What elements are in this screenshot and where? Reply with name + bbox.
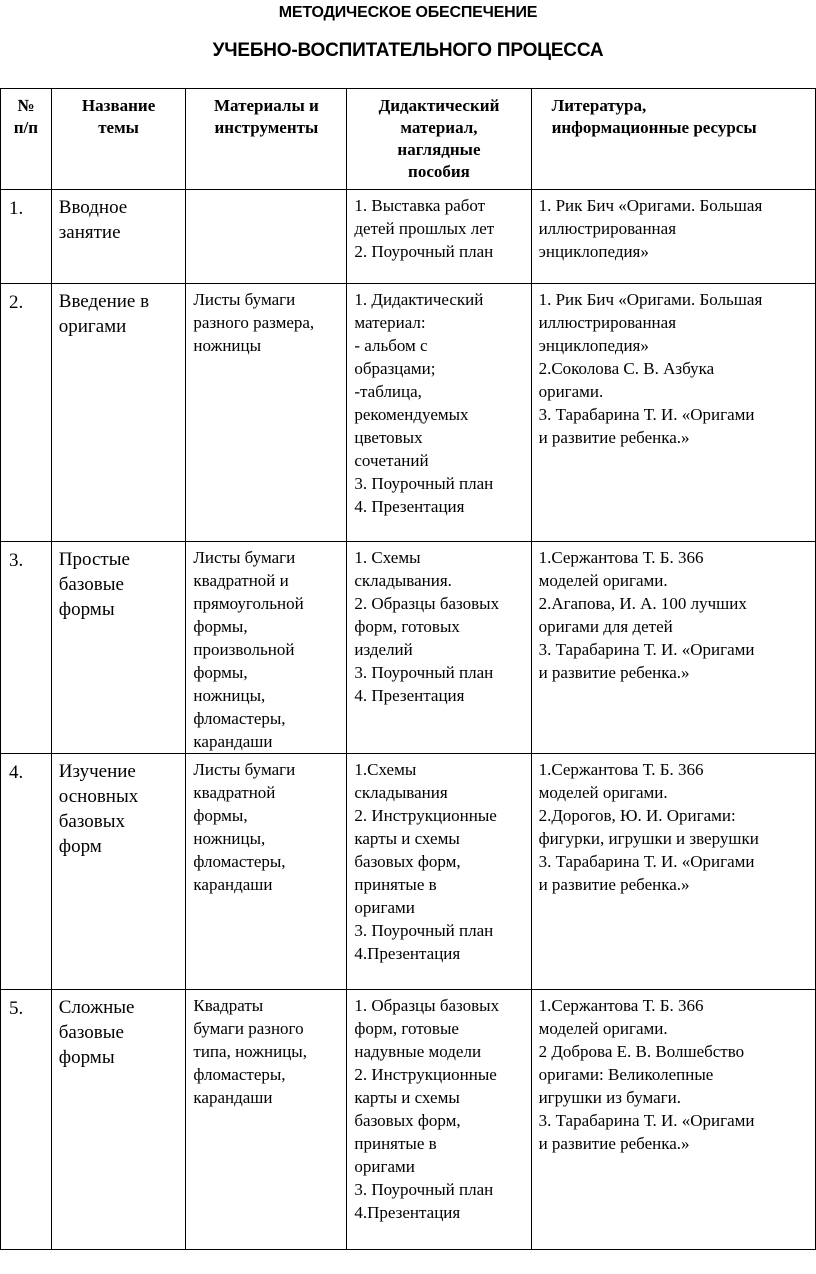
cell-line: иллюстрированная: [538, 313, 677, 332]
materials-cell: [186, 990, 347, 1250]
cell-line: 3. Тарабарина Т. И. «Оригами: [538, 405, 755, 424]
cell-line: 1. Выставка работ: [354, 196, 486, 215]
cell-line: 2.Агапова, И. А. 100 лучших: [538, 594, 747, 613]
cell-line: цветовых: [354, 428, 423, 447]
cell-line: Название: [81, 96, 156, 115]
cell-line: моделей оригами.: [538, 783, 668, 802]
cell-line: и развитие ребенка.»: [538, 428, 690, 447]
table-row: [1, 990, 816, 1250]
cell-line: Листы бумаги: [193, 760, 296, 779]
cell-line: энциклопедия»: [538, 242, 649, 261]
cell-line: 1.Схемы: [354, 760, 417, 779]
cell-line: и развитие ребенка.»: [538, 1134, 690, 1153]
column-header-topic: [51, 89, 186, 190]
cell-line: типа, ножницы,: [193, 1042, 307, 1061]
cell-line: ножницы,: [193, 686, 266, 705]
cell-line: Квадраты: [193, 996, 264, 1015]
cell-line: 3. Тарабарина Т. И. «Оригами: [538, 640, 755, 659]
cell-line: ножницы: [193, 336, 262, 355]
cell-line: квадратной и: [193, 571, 289, 590]
table-row: [1, 190, 816, 284]
cell-line: 3. Тарабарина Т. И. «Оригами: [538, 852, 755, 871]
column-header-literature: [531, 89, 815, 190]
cell-line: складывания.: [354, 571, 452, 590]
cell-line: 1. Рик Бич «Оригами. Большая: [538, 196, 763, 215]
cell-line: фломастеры,: [193, 709, 286, 728]
cell-line: формы,: [193, 806, 248, 825]
cell-line: 3. Поурочный план: [354, 921, 494, 940]
cell-line: Листы бумаги: [193, 548, 296, 567]
row-number: 4.: [1, 754, 52, 990]
cell-line: материал,: [400, 118, 478, 137]
cell-line: формы,: [193, 663, 248, 682]
cell-line: 2. Образцы базовых: [354, 594, 500, 613]
cell-line: 3. Поурочный план: [354, 474, 494, 493]
table-header-row: [1, 89, 816, 190]
cell-line: 2. Инструкционные: [354, 1065, 497, 1084]
cell-line: карандаши: [193, 875, 273, 894]
cell-line: оригами: Великолепные: [538, 1065, 714, 1084]
cell-line: и развитие ребенка.»: [538, 875, 690, 894]
cell-line: №: [17, 96, 35, 115]
cell-line: 3. Поурочный план: [354, 663, 494, 682]
cell-line: 1. Схемы: [354, 548, 421, 567]
topic-cell: [51, 190, 186, 284]
cell-line: 4. Презентация: [354, 686, 465, 705]
cell-line: фломастеры,: [193, 852, 286, 871]
cell-line: карты и схемы: [354, 829, 460, 848]
cell-line: сочетаний: [354, 451, 429, 470]
didactic-cell: [347, 990, 531, 1250]
cell-line: 2 Доброва Е. В. Волшебство: [538, 1042, 745, 1061]
cell-line: надувные модели: [354, 1042, 482, 1061]
cell-line: иллюстрированная: [538, 219, 677, 238]
cell-line: базовых: [58, 811, 125, 832]
cell-line: оригами: [354, 1157, 415, 1176]
cell-line: материал:: [354, 313, 426, 332]
cell-line: 1.Сержантова Т. Б. 366: [538, 548, 704, 567]
methodology-table: [0, 88, 816, 1250]
cell-line: Литература,: [551, 96, 647, 115]
cell-line: 2. Поурочный план: [354, 242, 494, 261]
cell-line: прямоугольной: [193, 594, 304, 613]
topic-cell: [51, 284, 186, 542]
row-number: 2.: [1, 284, 52, 542]
cell-line: форм, готовых: [354, 617, 460, 636]
cell-line: Дидактический: [378, 96, 500, 115]
topic-cell: [51, 542, 186, 754]
cell-line: формы: [58, 1047, 115, 1068]
cell-line: 2.Соколова С. В. Азбука: [538, 359, 715, 378]
cell-line: темы: [98, 118, 139, 137]
cell-line: - альбом с: [354, 336, 428, 355]
cell-line: оригами: [354, 898, 415, 917]
cell-line: пособия: [408, 162, 470, 181]
cell-line: 4.Презентация: [354, 944, 461, 963]
cell-line: 1. Дидактический: [354, 290, 484, 309]
cell-line: принятые в: [354, 1134, 437, 1153]
cell-line: 4. Презентация: [354, 497, 465, 516]
table-row: [1, 754, 816, 990]
materials-cell: [186, 190, 347, 284]
cell-line: наглядные: [397, 140, 481, 159]
cell-line: 1.Сержантова Т. Б. 366: [538, 760, 704, 779]
table-row: [1, 284, 816, 542]
cell-line: моделей оригами.: [538, 571, 668, 590]
cell-line: инструменты: [214, 118, 319, 137]
literature-cell: [531, 542, 815, 754]
cell-line: основных: [58, 786, 139, 807]
row-number: 5.: [1, 990, 52, 1250]
didactic-cell: [347, 284, 531, 542]
column-header-number: [1, 89, 52, 190]
cell-line: п/п: [13, 118, 39, 137]
document-subtitle: УЧЕБНО-ВОСПИТАТЕЛЬНОГО ПРОЦЕССА: [212, 40, 604, 61]
cell-line: Сложные: [58, 997, 135, 1018]
cell-line: 1. Образцы базовых: [354, 996, 500, 1015]
cell-line: произвольной: [193, 640, 295, 659]
cell-line: 3. Поурочный план: [354, 1180, 494, 1199]
cell-line: базовые: [58, 574, 124, 595]
literature-cell: [531, 190, 815, 284]
cell-line: фломастеры,: [193, 1065, 286, 1084]
cell-line: моделей оригами.: [538, 1019, 668, 1038]
column-header-materials: [186, 89, 347, 190]
materials-cell: [186, 284, 347, 542]
cell-line: форм, готовые: [354, 1019, 459, 1038]
cell-line: и развитие ребенка.»: [538, 663, 690, 682]
materials-cell: [186, 754, 347, 990]
cell-line: базовых форм,: [354, 852, 461, 871]
cell-line: -таблица,: [354, 382, 422, 401]
cell-line: оригами для детей: [538, 617, 673, 636]
cell-line: рекомендуемых: [354, 405, 469, 424]
row-number: 1.: [1, 190, 52, 284]
cell-line: оригами.: [538, 382, 604, 401]
cell-line: базовые: [58, 1022, 124, 1043]
literature-cell: [531, 754, 815, 990]
table-row: [1, 542, 816, 754]
cell-line: разного размера,: [193, 313, 315, 332]
cell-line: детей прошлых лет: [354, 219, 495, 238]
row-number: 3.: [1, 542, 52, 754]
cell-line: формы: [58, 599, 115, 620]
cell-line: 4.Презентация: [354, 1203, 461, 1222]
cell-line: ножницы,: [193, 829, 266, 848]
cell-line: фигурки, игрушки и зверушки: [538, 829, 759, 848]
literature-cell: [531, 284, 815, 542]
cell-line: игрушки из бумаги.: [538, 1088, 681, 1107]
cell-line: форм: [58, 836, 102, 857]
cell-line: квадратной: [193, 783, 276, 802]
cell-line: Материалы и: [214, 96, 319, 115]
cell-line: базовых форм,: [354, 1111, 461, 1130]
cell-line: формы,: [193, 617, 248, 636]
cell-line: Вводное: [58, 197, 128, 218]
column-header-didactic: [347, 89, 531, 190]
topic-cell: [51, 990, 186, 1250]
cell-line: 1. Рик Бич «Оригами. Большая: [538, 290, 763, 309]
cell-line: бумаги разного: [193, 1019, 304, 1038]
cell-line: 3. Тарабарина Т. И. «Оригами: [538, 1111, 755, 1130]
cell-line: карандаши: [193, 1088, 273, 1107]
cell-line: Листы бумаги: [193, 290, 296, 309]
didactic-cell: [347, 754, 531, 990]
cell-line: 2. Инструкционные: [354, 806, 497, 825]
cell-line: карты и схемы: [354, 1088, 460, 1107]
cell-line: Изучение: [58, 761, 136, 782]
cell-line: карандаши: [193, 732, 273, 751]
cell-line: образцами;: [354, 359, 436, 378]
cell-line: складывания: [354, 783, 448, 802]
cell-line: изделий: [354, 640, 413, 659]
cell-line: энциклопедия»: [538, 336, 649, 355]
cell-line: 1.Сержантова Т. Б. 366: [538, 996, 704, 1015]
topic-cell: [51, 754, 186, 990]
cell-line: Введение в: [58, 291, 150, 312]
cell-line: информационные ресурсы: [551, 118, 757, 137]
cell-line: Простые: [58, 549, 130, 570]
cell-line: занятие: [58, 222, 121, 243]
cell-line: 2.Дорогов, Ю. И. Оригами:: [538, 806, 736, 825]
cell-line: оригами: [58, 316, 127, 337]
didactic-cell: [347, 542, 531, 754]
literature-cell: [531, 990, 815, 1250]
materials-cell: [186, 542, 347, 754]
didactic-cell: [347, 190, 531, 284]
cell-line: принятые в: [354, 875, 437, 894]
document-title: МЕТОДИЧЕСКОЕ ОБЕСПЕЧЕНИЕ: [278, 4, 538, 21]
